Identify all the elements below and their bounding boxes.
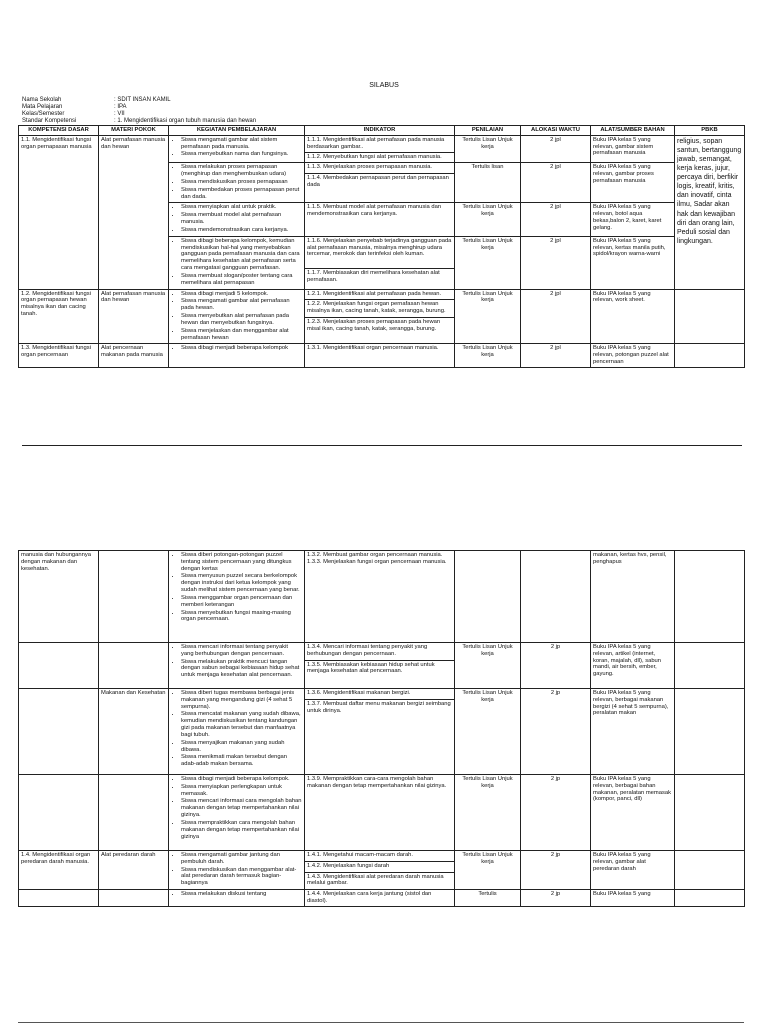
list-item: • Siswa dibagi beberapa kelompok, kemudian mendiskusikan hal-hal yang menyebabkan gangguan pada pernafasan manusia dan cara memelihara kesehatan alat pernafasan serta cara mengatasi gangguan pernafasan. bbox=[181, 238, 302, 272]
list-item: • Siswa menyusun puzzel secara berkelompok dengan instruksi dari ketua kelompok yang sudah melihat sistem pencernaan yang benar. bbox=[181, 573, 302, 593]
indikator-cell bbox=[305, 551, 455, 643]
list-item: • Siswa melakukan praktik mencuci tangan dengan sabun sebagai kebiasaan hidup sehat untuk menjaga kesehatan alat pencernaan. bbox=[181, 659, 302, 679]
list-item: • Siswa menyebutkan nama dan fungsinya. bbox=[181, 151, 302, 158]
kegiatan-cell bbox=[169, 289, 305, 344]
list-item: • Siswa mendiskusikan proses pernapasan bbox=[181, 179, 302, 186]
indicator-item: 1.1.5. Membuat model alat pernafasan manusia dan mendemonstrasikan cara kerjanya. bbox=[307, 204, 442, 218]
kegiatan-cell bbox=[169, 689, 305, 775]
list-item: • Siswa mempraktikkan cara mengolah bahan makanan dengan tetap mempertahankan nilai gizinya bbox=[181, 820, 302, 840]
list-item: • Siswa menyajikan makanan yang sudah dibawa. bbox=[181, 740, 302, 754]
penilaian-cell: Tertulis Lisan Unjuk kerja bbox=[455, 643, 521, 689]
table-row bbox=[19, 135, 745, 162]
alokasi-cell: 2 jpl bbox=[521, 163, 591, 203]
kegiatan-cell bbox=[169, 851, 305, 890]
indikator-cell bbox=[305, 643, 455, 689]
list-item: • Siswa diberi potongan-potongan puzzel tentang sistem pencernaan yang ditungkus dengan kertas bbox=[181, 552, 302, 572]
materi-cell bbox=[99, 775, 169, 851]
list-item: • Siswa melakukan diskusi tentang bbox=[181, 891, 302, 898]
table-row bbox=[19, 851, 745, 890]
syllabus-table-page2 bbox=[18, 550, 745, 907]
list-item: • Siswa mencatat makanan yang sudah dibawa, kemudian mendiskusikan tentang kandungan gizi pada makanan tersebut dan manfaatnya bagi tubuh. bbox=[181, 711, 302, 738]
indikator-cell bbox=[305, 289, 455, 344]
pbkb-cell bbox=[675, 689, 745, 775]
alokasi-cell: 2 jpl bbox=[521, 344, 591, 367]
alat-cell: Buku IPA kelas 5 yang relevan, work sheet. bbox=[591, 289, 675, 344]
header-indikator: INDIKATOR bbox=[305, 126, 455, 136]
list-item: • Siswa dibagi menjadi 5 kelompok. bbox=[181, 291, 302, 298]
penilaian-cell: Tertulis bbox=[455, 890, 521, 907]
indikator-cell: 1.3.1. Mengidentifikasi organ pencernaan manusia. bbox=[305, 344, 455, 367]
pbkb-cell bbox=[675, 643, 745, 689]
indicator-item: 1.2.1. Mengidentifikasi alat pernafasan pada hewan. bbox=[307, 290, 442, 297]
kd-cell: 1.3. Mengidentifikasi fungsi organ pencernaan bbox=[19, 344, 99, 367]
meta-value: : IPA bbox=[114, 104, 127, 110]
kegiatan-cell bbox=[169, 135, 305, 162]
pbkb-cell bbox=[675, 851, 745, 890]
penilaian-cell: Tertulis Lisan Unjuk kerja bbox=[455, 236, 521, 289]
penilaian-cell: Tertulis Lisan Unjuk kerja bbox=[455, 851, 521, 890]
list-item: • Siswa menikmati makan tersebut dengan adab-adab makan bersama. bbox=[181, 754, 302, 768]
table-row bbox=[19, 775, 745, 851]
list-item: • Siswa menjelaskan dan menggambar alat pernafasan hewan bbox=[181, 328, 302, 342]
meta-value: : SDIT INSAN KAMIL bbox=[114, 97, 171, 103]
indicator-item: 1.1.2. Menyebutkan fungsi alat pernafasan manusia. bbox=[305, 152, 454, 161]
table-row bbox=[19, 890, 745, 907]
kegiatan-cell bbox=[169, 163, 305, 203]
pbkb-cell bbox=[675, 551, 745, 643]
indicator-item: 1.3.3. Menjelaskan fungsi organ pencernaan manusia. bbox=[307, 558, 447, 565]
pbkb-cell bbox=[675, 344, 745, 367]
kd-cell: 1.4. Mengidentifikasi organ peredaran darah manusia. bbox=[19, 851, 99, 890]
penilaian-cell bbox=[455, 551, 521, 643]
penilaian-cell: Tertulis Lisan Unjuk kerja bbox=[455, 135, 521, 162]
indikator-cell: 1.4.4. Menjelaskan cara kerja jantung (sistol dan diastol). bbox=[305, 890, 455, 907]
alokasi-cell: 2 jp bbox=[521, 775, 591, 851]
list-item: • Siswa membedakan proses pernapasan perut dan dada. bbox=[181, 187, 302, 201]
list-item: • Siswa mendemonstrasikan cara kerjanya. bbox=[181, 227, 302, 234]
alat-cell: Buku IPA kelas 5 yang relevan, artikel (internet, koran, majalah, dll), sabun mandi, air bersih, ember, gayung. bbox=[591, 643, 675, 689]
kegiatan-cell bbox=[169, 890, 305, 907]
alokasi-cell: 2 jp bbox=[521, 689, 591, 775]
header-pbkb: PBKB bbox=[675, 126, 745, 136]
indikator-cell bbox=[305, 163, 455, 203]
list-item: • Siswa mengamati gambar alat pernafasan pada hewan. bbox=[181, 298, 302, 312]
list-item: • Siswa mengamati gambar jantung dan pembuluh darah. bbox=[181, 852, 302, 866]
list-item: • Siswa membuat slogan/poster tentang cara memelihara alat pernapasan bbox=[181, 273, 302, 287]
alat-cell: Buku IPA kelas 5 yang relevan, berbagai makanan bergizi (4 sehat 5 sempurna), peralatan makan bbox=[591, 689, 675, 775]
indicator-item: 1.4.3. Mengidentifikasi alat peredaran darah manusia melalui gambar. bbox=[305, 872, 454, 888]
kd-cell bbox=[19, 775, 99, 851]
indicator-item: 1.1.1. Mengidentifikasi alat pernafasan pada manusia berdasarkan gambar.. bbox=[307, 136, 445, 150]
indicator-item: 1.1.3. Menjelaskan proses pernapasan manusia. bbox=[307, 164, 433, 171]
materi-cell: Alat pernafasan manusia dan hewan bbox=[99, 135, 169, 289]
indicator-item: 1.4.2. Menjelaskan fungsi darah bbox=[305, 861, 454, 870]
materi-cell bbox=[99, 890, 169, 907]
materi-cell: Alat pencernaan makanan pada manusia bbox=[99, 344, 169, 367]
indikator-cell bbox=[305, 135, 455, 162]
header-penilaian: PENILAIAN bbox=[455, 126, 521, 136]
list-item: • Siswa membuat model alat pernafasan manusia. bbox=[181, 212, 302, 226]
indikator-cell bbox=[305, 775, 455, 851]
meta-row-subject bbox=[22, 104, 422, 111]
indicator-item: 1.3.9. Mempraktikkan cara-cara mengolah bahan makanan dengan tetap mempertahankan nilai gizinya. bbox=[307, 776, 447, 789]
alokasi-cell bbox=[521, 551, 591, 643]
kd-cell bbox=[19, 689, 99, 775]
meta-key: Nama Sekolah bbox=[22, 97, 62, 103]
kd-cell bbox=[19, 890, 99, 907]
header-materi: MATERI POKOK bbox=[99, 126, 169, 136]
list-item: • Siswa melakukan proses pernapasan (menghirup dan menghembuskan udara) bbox=[181, 164, 302, 178]
alokasi-cell: 2 jpl bbox=[521, 236, 591, 289]
penilaian-cell: Tertulis Lisan Unjuk kerja bbox=[455, 203, 521, 236]
list-item: • Siswa menyiapkan perlengkapan untuk memasak. bbox=[181, 784, 302, 798]
pbkb-cell bbox=[675, 289, 745, 344]
alokasi-cell: 2 jp bbox=[521, 643, 591, 689]
kegiatan-cell bbox=[169, 236, 305, 289]
alat-cell: Buku IPA kelas 5 yang relevan, kertas manila putih, spidol/krayon warna-warni bbox=[591, 236, 675, 289]
alat-cell: Buku IPA kelas 5 yang relevan, gambar proses pernafasan manusia bbox=[591, 163, 675, 203]
syllabus-table-page1 bbox=[18, 125, 745, 368]
list-item: • Siswa mencari informasi cara mengolah bahan makanan dengan tetap mempertahankan nilai gizinya. bbox=[181, 798, 302, 818]
list-item: • Siswa mencari informasi tentang penyakit yang berhubungan dengan pencernaan. bbox=[181, 644, 302, 658]
kd-cell: manusia dan hubungannya dengan makanan dan kesehatan. bbox=[19, 551, 99, 643]
indikator-cell bbox=[305, 689, 455, 775]
document-title: SILABUS bbox=[369, 82, 399, 89]
table-row bbox=[19, 344, 745, 367]
list-item: • Siswa menggambar organ pencernaan dan memberi keterangan bbox=[181, 595, 302, 609]
meta-key: Kelas/Semester bbox=[22, 111, 65, 117]
kegiatan-cell bbox=[169, 344, 305, 367]
alat-cell: Buku IPA kelas 5 yang relevan, potongan puzzel alat pencernaan bbox=[591, 344, 675, 367]
list-item: • Siswa dibagi menjadi beberapa kelompok bbox=[181, 345, 302, 352]
penilaian-cell: Tertulis Lisan Unjuk kerja bbox=[455, 289, 521, 344]
meta-key: Mata Pelajaran bbox=[22, 104, 63, 110]
indicator-item: 1.1.6. Menjelaskan penyebab terjadinya gangguan pada alat pernafasan manusia, misalnya menghirup udara tercemar, merokok dan terinfeksi oleh kuman. bbox=[307, 237, 452, 258]
indicator-item: 1.3.7. Membuat daftar menu makanan bergizi seimbang untuk dirinya. bbox=[305, 699, 454, 715]
penilaian-cell: Tertulis Lisan Unjuk kerja bbox=[455, 775, 521, 851]
alat-cell: Buku IPA kelas 5 yang relevan, gambar sistem pernafasan manusia bbox=[591, 135, 675, 162]
kegiatan-cell bbox=[169, 551, 305, 643]
list-item: • Siswa mendiskusikan dan menggambar alat-alat peredaran darah termasuk bagian-bagiannya bbox=[181, 867, 302, 887]
document-meta bbox=[22, 97, 422, 125]
pbkb-cell: religius, sopan santun, bertanggung jawab, semangat, kerja keras, jujur, percaya diri, berfikir logis, kreatif, kritis, dan inovatif, cinta ilmu, Sadar akan hak dan kewajiban diri dan orang lain, Peduli sosial dan lingkungan. bbox=[675, 135, 745, 289]
alokasi-cell: 2 jpl bbox=[521, 289, 591, 344]
indikator-cell bbox=[305, 851, 455, 890]
materi-cell bbox=[99, 551, 169, 643]
alat-cell: Buku IPA kelas 5 yang relevan, botol aqua bekas,balon 2, karet, karet gelang. bbox=[591, 203, 675, 236]
meta-row-standard bbox=[22, 118, 422, 125]
materi-cell: Alat peredaran darah bbox=[99, 851, 169, 890]
indicator-item: 1.3.6. Mengidentifikasi makanan bergizi. bbox=[307, 690, 411, 696]
meta-row-school bbox=[22, 97, 422, 104]
indikator-cell bbox=[305, 236, 455, 289]
table-row bbox=[19, 689, 745, 775]
penilaian-cell: Tertulis Lisan Unjuk kerja bbox=[455, 689, 521, 775]
list-item: • Siswa menyiapkan alat untuk praktik. bbox=[181, 204, 302, 211]
alokasi-cell: 2 jp bbox=[521, 851, 591, 890]
header-kegiatan: KEGIATAN PEMBELAJARAN bbox=[169, 126, 305, 136]
indicator-item: 1.3.5. Membiasakan kebiasaan hidup sehat untuk menjaga kesehatan alat pencernaan. bbox=[305, 660, 454, 676]
kegiatan-cell bbox=[169, 643, 305, 689]
alat-cell: Buku IPA kelas 5 yang relevan, berbagai bahan makanan, peralatan memasak (kompor, panci, dll) bbox=[591, 775, 675, 851]
list-item: • Siswa menyebutkan fungsi masing-masing organ pencernaan. bbox=[181, 610, 302, 624]
next-page-edge bbox=[18, 1022, 744, 1023]
kd-cell: 1.2. Mengidentifikasi fungsi organ pernapasan hewan misalnya ikan dan cacing tanah. bbox=[19, 289, 99, 344]
materi-cell bbox=[99, 643, 169, 689]
materi-cell: Alat pernafasan manusia dan hewan bbox=[99, 289, 169, 344]
header-alat: ALAT/SUMBER BAHAN bbox=[591, 126, 675, 136]
penilaian-cell: Tertulis Lisan Unjuk kerja bbox=[455, 344, 521, 367]
alat-cell: Buku IPA kelas 5 yang relevan, gambar alat peredaran darah bbox=[591, 851, 675, 890]
table-row bbox=[19, 289, 745, 344]
table-row bbox=[19, 551, 745, 643]
materi-cell: Makanan dan Kesehatan bbox=[99, 689, 169, 775]
indicator-item: 1.4.1. Mengetahui macam-macam darah. bbox=[307, 852, 414, 858]
pbkb-cell bbox=[675, 890, 745, 907]
header-alokasi: ALOKASI WAKTU bbox=[521, 126, 591, 136]
indicator-item: 1.2.2. Menjelaskan fungsi organ pernafasan hewan misalnya ikan, cacing tanah, katak, serangga, burung. bbox=[305, 299, 454, 315]
kd-cell: 1.1. Mengidentifikasi fungsi organ pernapasan manusia bbox=[19, 135, 99, 289]
header-kompetensi: KOMPETENSI DASAR bbox=[19, 126, 99, 136]
indicator-item: 1.3.2. Membuat gambar organ pencernaan manusia. bbox=[307, 552, 443, 558]
page-break-line bbox=[22, 445, 742, 446]
table-row bbox=[19, 643, 745, 689]
list-item: • Siswa diberi tugas membawa berbagai jenis makanan yang mengandung gizi (4 sehat 5 sempurna). bbox=[181, 690, 302, 710]
alokasi-cell: 2 jpl bbox=[521, 135, 591, 162]
list-item: • Siswa dibagi menjadi beberapa kelompok. bbox=[181, 776, 302, 783]
list-item: • Siswa menyebutkan alat pernafasan pada hewan dan menyebutkan fungsinya. bbox=[181, 313, 302, 327]
kegiatan-cell bbox=[169, 203, 305, 236]
indicator-item: 1.3.4. Mencari informasi tentang penyakit yang berhubungan dengan pencernaan. bbox=[307, 644, 428, 657]
kd-cell bbox=[19, 643, 99, 689]
meta-row-class bbox=[22, 111, 422, 118]
indicator-item: 1.1.7. Membiasakan diri memelihara kesehatan alat pernafasan. bbox=[305, 268, 454, 284]
table-header-row bbox=[19, 126, 745, 136]
meta-value: : VII bbox=[114, 111, 125, 117]
indicator-item: 1.1.4. Membedakan pernapasan perut dan pernapasan dada bbox=[305, 173, 454, 189]
kegiatan-cell bbox=[169, 775, 305, 851]
alat-cell: makanan, kertas hvs, pensil, penghapus bbox=[591, 551, 675, 643]
alokasi-cell: 2 jpl bbox=[521, 203, 591, 236]
indikator-cell bbox=[305, 203, 455, 236]
meta-value: : 1. Mengidentifikasi organ tubuh manusia dan hewan bbox=[114, 118, 257, 124]
alat-cell: Buku IPA kelas 5 yang bbox=[591, 890, 675, 907]
indicator-item: 1.2.3. Menjelaskan proses pernapasan pada hewan misal ikan, cacing tanah, katak, serangga, burung. bbox=[305, 317, 454, 333]
meta-key: Standar Kompetensi bbox=[22, 118, 77, 124]
list-item: • Siswa mengamati gambar alat sistem pernafasan pada manusia. bbox=[181, 137, 302, 151]
alokasi-cell: 2 jp bbox=[521, 890, 591, 907]
pbkb-cell bbox=[675, 775, 745, 851]
penilaian-cell: Tertulis lisan bbox=[455, 163, 521, 203]
